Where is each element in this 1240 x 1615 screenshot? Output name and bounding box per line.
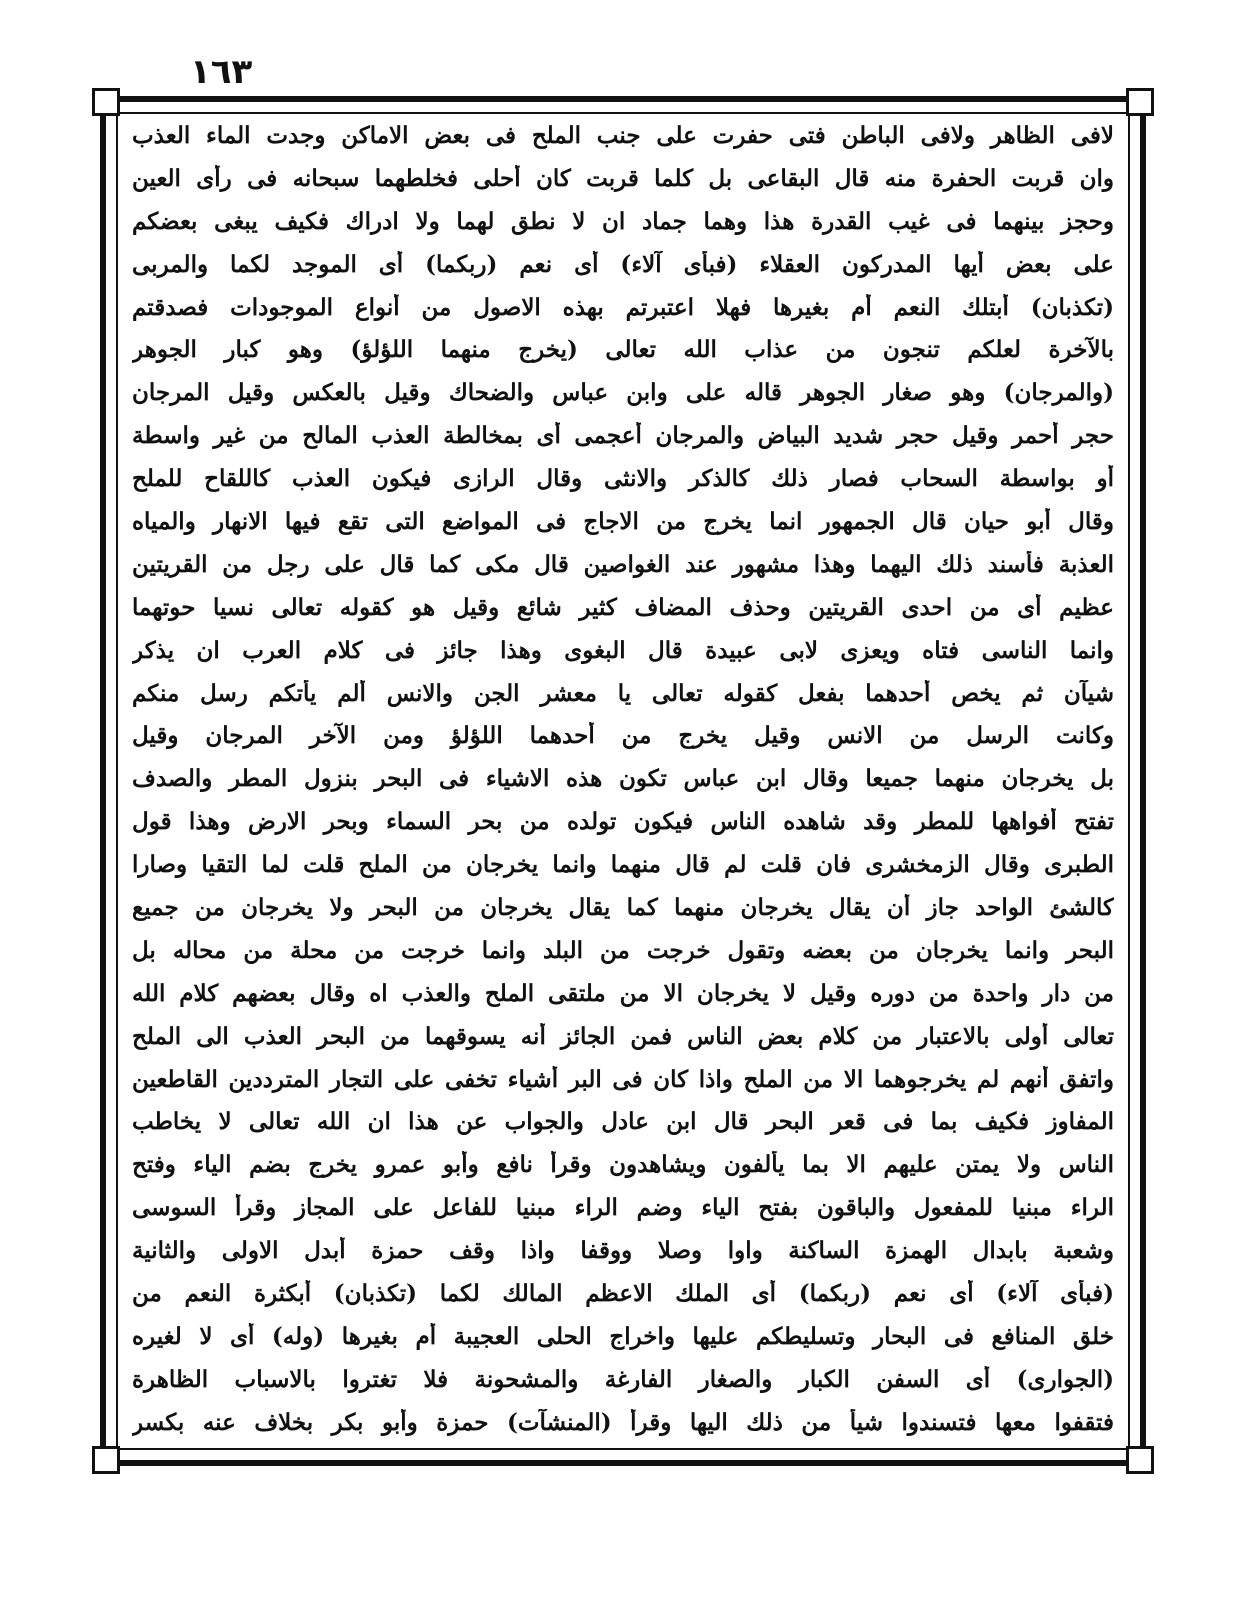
text-line: واتفق أنهم لم يخرجوهما الا من الملح واذا كان فى البر أشياء تخفى على التجار المترددين القاطعين bbox=[132, 1065, 1114, 1093]
text-line: بالآخرة لعلكم تنجون من عذاب الله تعالى (يخرج منهما اللؤلؤ) وهو كبار الجوهر bbox=[132, 336, 1114, 364]
text-line: من دار واحدة من دوره وقيل لا يخرجان الا من ملتقى الملح والعذب اه وقال بعضهم كلام الله bbox=[132, 979, 1114, 1007]
text-line: لافى الظاهر ولافى الباطن فتى حفرت على جنب الملح فى بعض الاماكن وجدت الماء العذب bbox=[132, 122, 1114, 149]
text-line: حجر أحمر وقيل حجر شديد البياض والمرجان أعجمى أى بمخالطة العذب المالح من غير واسطة bbox=[132, 422, 1114, 450]
border-corner-ornament bbox=[1126, 1446, 1154, 1474]
text-line: تعالى أولى بالاعتبار من كلام بعض الناس فمن الجائز أنه يسوقهما من البحر العذب الى الملح bbox=[132, 1022, 1114, 1050]
text-line: فتقفوا معها فتسندوا شيأ من ذلك اليها وقرأ (المنشآت) حمزة وأبو بكر بخلاف عنه بكسر bbox=[132, 1408, 1114, 1436]
border-corner-ornament bbox=[92, 1446, 120, 1474]
text-line: وحجز بينهما فى غيب القدرة هذا وهما جماد ان لا نطق لهما ولا ادراك فكيف يبغى بعضكم bbox=[132, 207, 1114, 235]
text-line: الراء مبنيا للمفعول والباقون بفتح الياء وضم الراء مبنيا للفاعل على المجاز وقرأ السوسى bbox=[132, 1194, 1114, 1222]
text-line: المفاوز فكيف بما فى قعر البحر قال ابن عادل والجواب عن هذا ان الله تعالى لا يخاطب bbox=[132, 1108, 1114, 1136]
border-corner-ornament bbox=[92, 88, 120, 116]
text-line: الطبرى وقال الزمخشرى فان قلت لم قال منهما وانما يخرجان من الملح قلت لما التقيا وصارا bbox=[132, 851, 1114, 879]
text-line: وان قربت الحفرة منه قال البقاعى بل كلما قربت كان أحلى فخلطهما سبحانه فى رأى العين bbox=[132, 164, 1114, 192]
text-line: شيآن ثم يخص أحدهما بفعل كقوله تعالى يا معشر الجن والانس ألم يأتكم رسل منكم bbox=[132, 679, 1114, 707]
text-line: وانما الناسى فتاه ويعزى لابى عبيدة قال البغوى وهذا جائز فى كلام العرب ان يذكر bbox=[132, 636, 1114, 664]
text-line: على بعض أيها المدركون العقلاء (فبأى آلاء) أى نعم (ربكما) أى الموجد لكما والمربى bbox=[132, 250, 1114, 278]
text-line: العذبة فأسند ذلك اليهما وهذا مشهور عند الغواصين قال مكى كما قال على رجل من القريتين bbox=[132, 550, 1114, 578]
text-line: عظيم أى من احدى القريتين وحذف المضاف كثير شائع وقيل هو كقوله تعالى نسيا حوتهما bbox=[132, 593, 1114, 621]
text-body bbox=[132, 122, 1114, 1444]
text-line: (فبأى آلاء) أى نعم (ربكما) أى الملك الاعظم المالك لكما (تكذبان) أبكثرة النعم من bbox=[132, 1280, 1114, 1308]
text-line: (والمرجان) وهو صغار الجوهر قاله على وابن عباس والضحاك وقيل بالعكس وقيل المرجان bbox=[132, 379, 1114, 407]
text-line: خلق المنافع فى البحار وتسليطكم عليها واخراج الحلى العجيبة أم بغيرها (وله) أى لا لغيره bbox=[132, 1322, 1114, 1350]
text-line: البحر وانما يخرجان من بعضه وتقول خرجت من البلد وانما خرجت من محلة من محاله بل bbox=[132, 936, 1114, 964]
text-line: الناس ولا يمتن عليهم الا بما يألفون ويشاهدون وقرأ نافع وأبو عمرو يخرج بضم الياء وفتح bbox=[132, 1151, 1114, 1179]
text-line: (الجوارى) أى السفن الكبار والصغار الفارغة والمشحونة فلا تغتروا بالاسباب الظاهرة bbox=[132, 1365, 1114, 1393]
text-line: وكانت الرسل من الانس وقيل يخرج من أحدهما اللؤلؤ ومن الآخر المرجان وقيل bbox=[132, 722, 1114, 750]
text-line: أو بواسطة السحاب فصار ذلك كالذكر والانثى وقال الرازى فيكون العذب كاللقاح للملح bbox=[132, 465, 1114, 493]
text-line: وشعبة بابدال الهمزة الساكنة واوا وصلا ووقفا واذا وقف حمزة أبدل الاولى والثانية bbox=[132, 1237, 1114, 1265]
page-number: ١٦٣ bbox=[190, 52, 253, 92]
page-border bbox=[100, 96, 1146, 1466]
border-corner-ornament bbox=[1126, 88, 1154, 116]
text-line: تفتح أفواهها للمطر وقد شاهده الناس فيكون تولده من بحر السماء وبحر الارض وهذا قول bbox=[132, 808, 1114, 836]
text-line: بل يخرجان منهما جميعا وقال ابن عباس تكون هذه الاشياء فى البحر بنزول المطر والصدف bbox=[132, 765, 1114, 793]
text-line: وقال أبو حيان قال الجمهور انما يخرج من الاجاج فى المواضع التى تقع فيها الانهار والمياه bbox=[132, 508, 1114, 536]
text-line: (تكذبان) أبتلك النعم أم بغيرها فهلا اعتبرتم بهذه الاصول من أنواع الموجودات فصدقتم bbox=[132, 293, 1114, 321]
text-line: كالشئ الواحد جاز أن يقال يخرجان منهما كما يقال يخرجان من البحر ولا يخرجان من جميع bbox=[132, 894, 1114, 922]
